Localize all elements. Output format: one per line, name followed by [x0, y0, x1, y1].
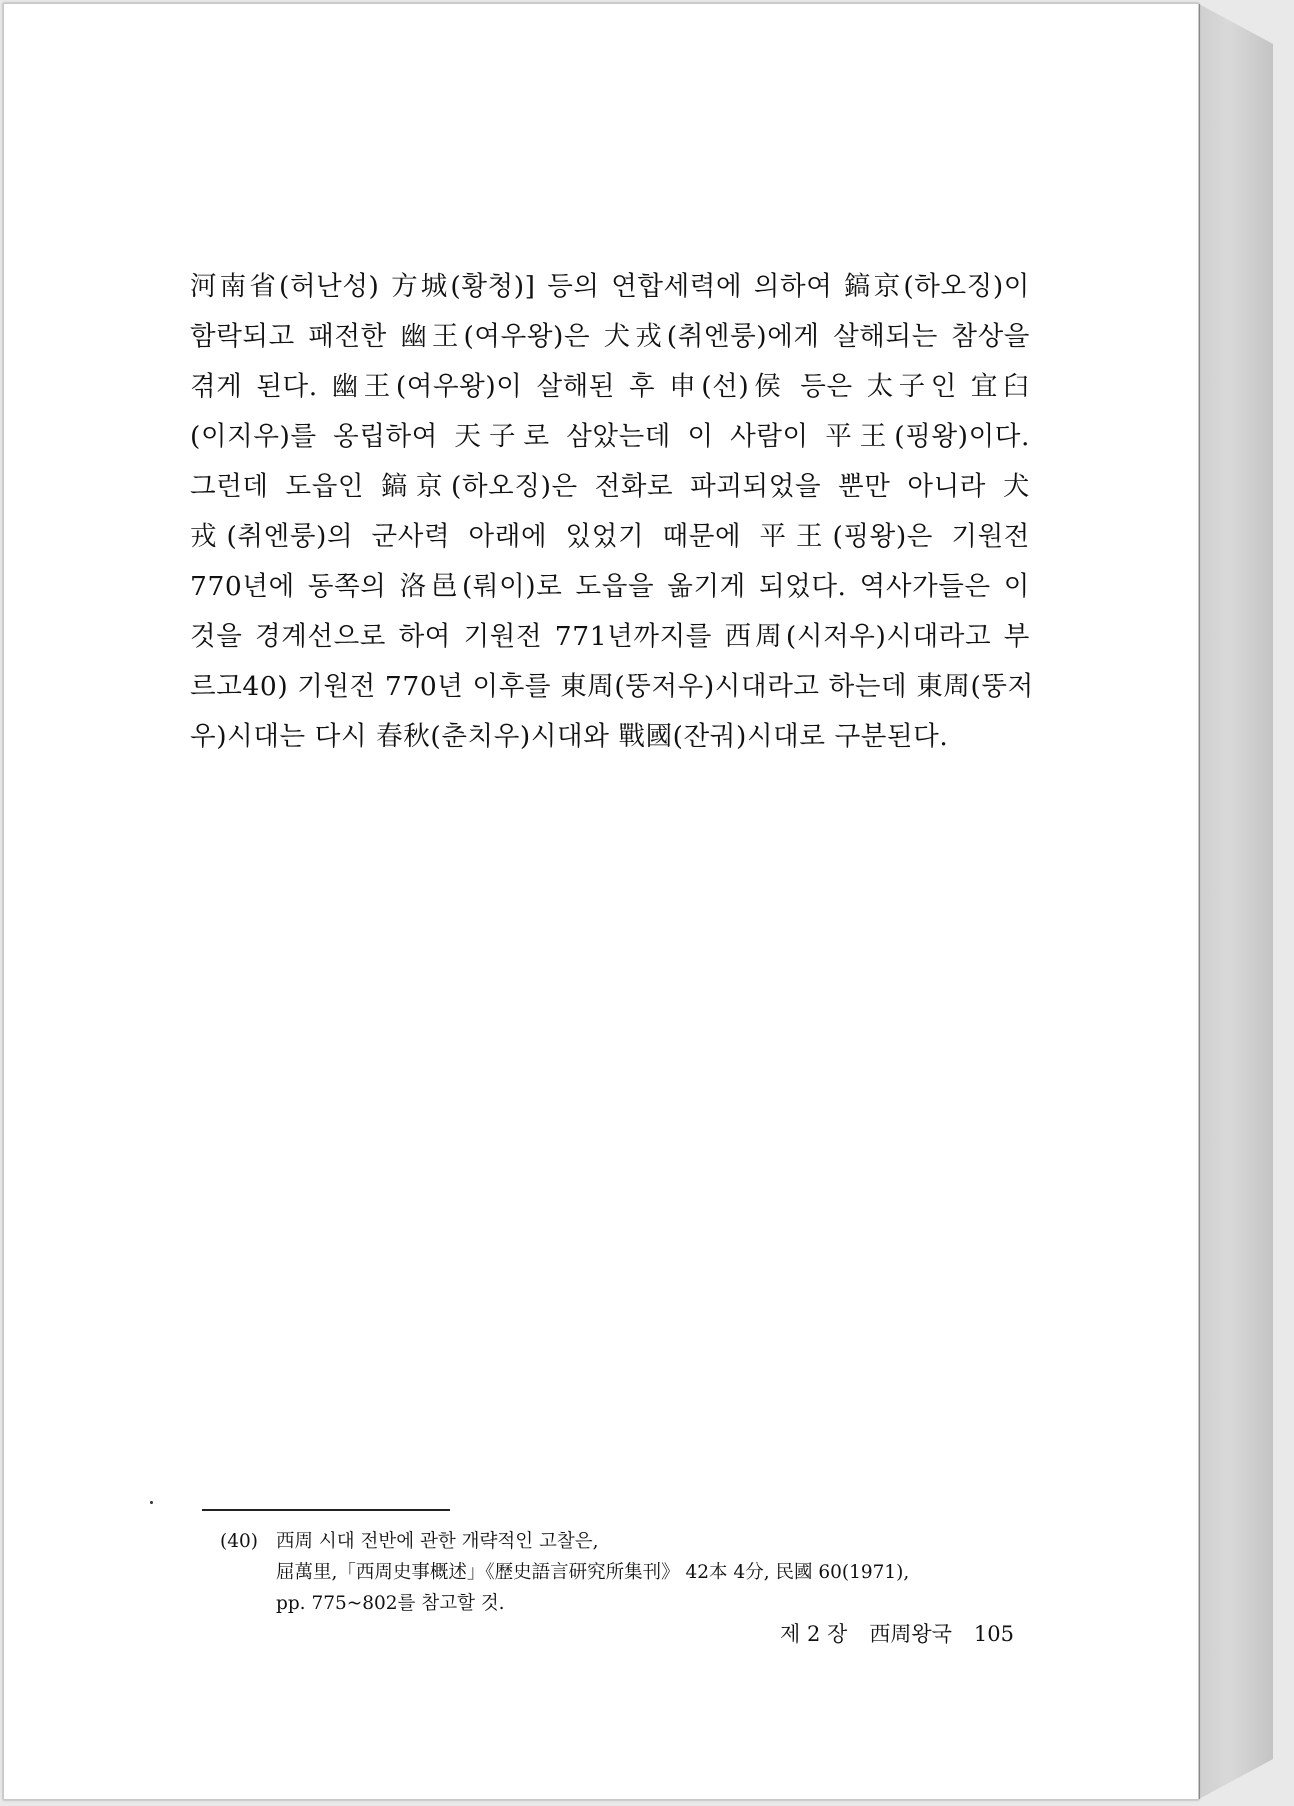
body-line: 戎(취엔룽)의 군사력 아래에 있었기 때문에 平王(핑왕)은 기원전 [190, 521, 1030, 552]
body-line: 770년에 동쪽의 洛邑(뤄이)로 도읍을 옮기게 되었다. 역사가들은 이 [190, 571, 1030, 602]
body-line: 겪게 된다. 幽王(여우왕)이 살해된 후 申(선)侯 등은 太子인 宜臼 [190, 371, 1030, 402]
footnote-line: 屈萬里,「西周史事概述」《歷史語言研究所集刊》 42本 4分, 民國 60(1971), [276, 1562, 910, 1583]
footnote-divider [202, 1509, 450, 1511]
body-line: 르고40) 기원전 770년 이후를 東周(뚱저우)시대라고 하는데 東周(뚱저 [190, 671, 1034, 702]
page-number: 105 [973, 1622, 1014, 1646]
footnote-line [220, 1526, 1040, 1557]
body-line: 그런데 도읍인 鎬京(하오징)은 전화로 파괴되었을 뿐만 아니라 犬 [190, 471, 1030, 502]
footnote-text: 西周 시대 전반에 관한 개략적인 고찰은, [276, 1531, 599, 1552]
chapter-title: 西周왕국 [869, 1622, 952, 1646]
footnote [220, 1526, 1040, 1619]
chapter-label: 제 2 장 [780, 1622, 848, 1646]
body-line: 것을 경계선으로 하여 기원전 771년까지를 西周(시저우)시대라고 부 [190, 621, 1030, 652]
footnote-number: (40) [220, 1531, 258, 1552]
running-footer [754, 1618, 1014, 1648]
scan-speck [150, 1501, 153, 1504]
book-page [3, 3, 1199, 1800]
footnote-line: pp. 775~802를 참고할 것. [276, 1593, 505, 1614]
body-line: 河南省(허난성) 方城(황청)] 등의 연합세력에 의하여 鎬京(하오징)이 [190, 271, 1030, 302]
body-line: 함락되고 패전한 幽王(여우왕)은 犬戎(취엔룽)에게 살해되는 참상을 [190, 321, 1030, 352]
body-line: 우)시대는 다시 春秋(춘치우)시대와 戰國(잔궈)시대로 구분된다. [190, 721, 949, 752]
body-line: (이지우)를 옹립하여 天子로 삼았는데 이 사람이 平王(핑왕)이다. [190, 421, 1030, 452]
book-edge-line [1199, 4, 1200, 1799]
body-paragraph [190, 262, 1034, 762]
book-side-edge [1199, 4, 1273, 1799]
